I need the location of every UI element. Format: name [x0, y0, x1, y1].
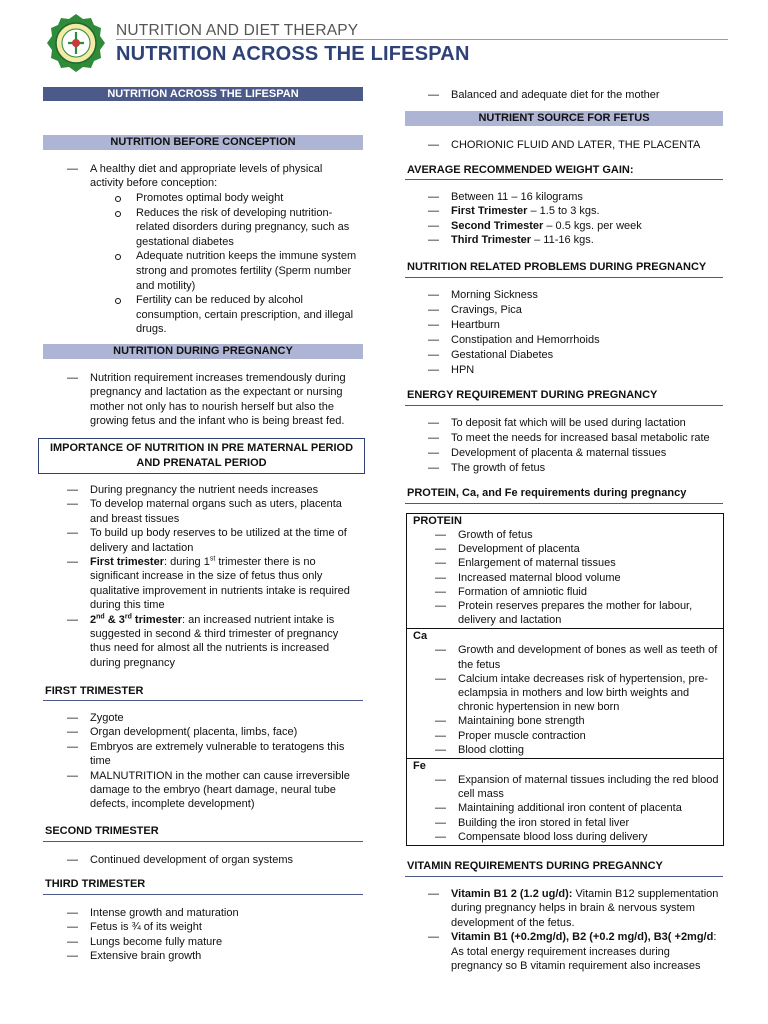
section-nutrient-source-title: NUTRIENT SOURCE FOR FETUS	[405, 111, 723, 126]
list-item	[43, 613, 361, 671]
divider	[43, 841, 363, 842]
second-third-text: : an increased nutrient intake is suggested in second & third trimester of pregnancy thus need for almost all the nutrients is increased during pregnancy	[90, 613, 339, 669]
list-item: — Cravings, Pica	[405, 303, 723, 318]
table-row-protein	[407, 514, 723, 629]
section-before-conception-title: NUTRITION BEFORE CONCEPTION	[43, 135, 363, 150]
list-item: — Continued development of organ systems	[43, 853, 361, 867]
weight-row-value: – 0.5 kgs. per week	[543, 219, 642, 232]
weight-gain-list	[405, 190, 723, 248]
list-item: — Development of placenta	[407, 542, 723, 556]
list-item: — To build up body reserves to be utilized at the time of delivery and lactation	[43, 526, 361, 555]
second-third-num: 2	[90, 613, 97, 626]
list-item: Adequate nutrition keeps the immune system strong and promotes fertility (Sperm number and motility)	[43, 249, 365, 293]
section-during-pregnancy-title: NUTRITION DURING PREGNANCY	[43, 344, 363, 359]
list-item: — Zygote	[43, 711, 361, 725]
divider	[405, 503, 723, 504]
divider	[405, 179, 723, 180]
list-item: — Maintaining bone strength	[407, 714, 723, 728]
during-pregnancy-list	[43, 371, 361, 429]
list-item: — Fetus is ¾ of its weight	[43, 920, 361, 934]
first-trimester-label: First trimester	[90, 556, 164, 569]
second-third-amp: & 3	[104, 613, 125, 626]
list-item: — MALNUTRITION in the mother can cause irreversible damage to the embryo (heart damage, neural tube defects, incomplete development)	[43, 769, 361, 812]
vitamins-heading: VITAMIN REQUIREMENTS DURING PREGANNCY	[407, 860, 663, 872]
protein-list	[407, 528, 723, 627]
problems-list	[405, 288, 723, 379]
list-item: — Intense growth and maturation	[43, 906, 361, 920]
list-item: — HPN	[405, 363, 723, 378]
second-third-sup-a: nd	[96, 613, 105, 620]
banner-main: NUTRITION ACROSS THE LIFESPAN	[43, 87, 363, 101]
first-trimester-list	[43, 711, 361, 812]
list-item: — Enlargement of maternal tissues	[407, 556, 723, 570]
list-item: — Constipation and Hemorrhoids	[405, 333, 723, 348]
school-seal-logo	[46, 13, 106, 73]
weight-row-label: Third Trimester	[451, 234, 532, 247]
list-item: — To develop maternal organs such as uters, placenta and breast tissues	[43, 497, 361, 526]
list-item	[405, 204, 723, 218]
ca-label: Ca	[413, 630, 428, 643]
second-third-label: trimester	[131, 613, 183, 626]
divider	[43, 700, 363, 701]
list-item: — Development of placenta & maternal tissues	[405, 446, 723, 461]
list-item	[43, 555, 361, 613]
table-row-calcium	[407, 629, 723, 759]
header-rule	[116, 39, 728, 40]
problems-heading: NUTRITION RELATED PROBLEMS DURING PREGNANCY	[407, 261, 707, 273]
weight-row-value: – 11-16 kgs.	[531, 234, 594, 247]
first-trimester-heading: FIRST TRIMESTER	[45, 685, 144, 697]
header-title: NUTRITION ACROSS THE LIFESPAN	[116, 43, 470, 65]
list-item: — Balanced and adequate diet for the mother	[405, 88, 723, 102]
fe-label: Fe	[413, 760, 426, 773]
list-item: Fertility can be reduced by alcohol consumption, certain prescription, and illegal drugs.	[43, 293, 365, 337]
list-item: — Compensate blood loss during delivery	[407, 830, 723, 844]
list-item: Promotes optimal body weight	[43, 191, 365, 206]
table-row-iron	[407, 759, 723, 845]
protein-label: PROTEIN	[413, 515, 462, 527]
list-item: — Proper muscle contraction	[407, 729, 723, 743]
importance-list	[43, 483, 361, 670]
first-trimester-text-a: : during 1	[163, 556, 210, 569]
list-item: — Between 11 – 16 kilograms	[405, 190, 723, 204]
list-item: — Calcium intake decreases risk of hypertension, pre-eclampsia in mothers and low birth weights and chronic hypertension in new born	[407, 672, 723, 715]
first-trimester-sup: st	[209, 555, 216, 563]
list-item: — Maintaining additional iron content of placenta	[407, 801, 723, 815]
list-item: — A healthy diet and appropriate levels of physical activity before conception:	[43, 162, 343, 191]
divider	[405, 277, 723, 278]
vitamin-b12-label: Vitamin B1 2 (1.2 ug/d):	[451, 888, 573, 900]
list-item: Reduces the risk of developing nutrition-related disorders during pregnancy, such as gestational diabetes	[43, 206, 365, 250]
section-importance-title: IMPORTANCE OF NUTRITION IN PRE MATERNAL PERIOD AND PRENATAL PERIOD	[38, 438, 365, 474]
weight-row-label: First Trimester	[451, 205, 528, 218]
ca-list	[407, 643, 723, 757]
list-item: — To meet the needs for increased basal metabolic rate	[405, 431, 723, 446]
divider	[405, 876, 723, 877]
list-item: — Formation of amniotic fluid	[407, 585, 723, 599]
energy-list	[405, 416, 723, 476]
fe-list	[407, 773, 723, 844]
list-item: — Blood clotting	[407, 743, 723, 757]
list-item: — During pregnancy the nutrient needs increases	[43, 483, 361, 497]
before-conception-intro-list	[43, 162, 343, 191]
vitamins-list	[405, 887, 723, 973]
weight-gain-heading: AVERAGE RECOMMENDED WEIGHT GAIN:	[407, 164, 634, 176]
before-conception-points	[43, 191, 365, 337]
third-trimester-list	[43, 906, 361, 964]
list-item: — To deposit fat which will be used during lactation	[405, 416, 723, 431]
first-trimester-text-b: trimester there is no significant increase in the size of fetus thus only qualitative improvement in nutrients intake is required during this time	[90, 556, 350, 612]
list-item: — Morning Sickness	[405, 288, 723, 303]
top-list	[405, 88, 723, 102]
list-item: — The growth of fetus	[405, 461, 723, 476]
list-item: — Gestational Diabetes	[405, 348, 723, 363]
weight-row-label: Second Trimester	[451, 219, 544, 232]
list-item: — Extensive brain growth	[43, 949, 361, 963]
requirements-table	[406, 513, 724, 846]
second-trimester-list	[43, 853, 361, 867]
list-item: — Growth of fetus	[407, 528, 723, 542]
list-item: — Building the iron stored in fetal liver	[407, 816, 723, 830]
divider	[43, 894, 363, 895]
nutrient-source-list	[405, 138, 723, 152]
list-item: — Heartburn	[405, 318, 723, 333]
vitamin-b12-text: Vitamin B12 supplementation during pregnancy helps in brain & nervous system development of the fetus.	[451, 888, 719, 929]
weight-row-value: – 1.5 to 3 kgs.	[527, 205, 600, 218]
list-item: — Organ development( placenta, limbs, face)	[43, 725, 361, 739]
energy-heading: ENERGY REQUIREMENT DURING PREGNANCY	[407, 389, 658, 401]
vitamin-b-label: Vitamin B1 (+0.2mg/d), B2 (+0.2 mg/d), B3( +2mg/d	[451, 931, 714, 944]
second-third-sup-b: rd	[124, 613, 132, 620]
list-item: — Embryos are extremely vulnerable to teratogens this time	[43, 740, 361, 769]
list-item: — Lungs become fully mature	[43, 935, 361, 949]
vitamin-b-text: : As total energy requirement increases during pregnancy so B vitamin requirement also increases	[451, 931, 717, 973]
list-item: — Nutrition requirement increases tremendously during pregnancy and lactation as the expectant or nursing mother not only has to nourish herself but also the growing fetus and the infant who is being breast fed.	[43, 371, 361, 429]
list-item: — Protein reserves prepares the mother for labour, delivery and lactation	[407, 599, 723, 627]
divider	[405, 405, 723, 406]
list-item	[405, 219, 723, 233]
list-item: — CHORIONIC FLUID AND LATER, THE PLACENTA	[405, 138, 723, 152]
second-trimester-heading: SECOND TRIMESTER	[45, 825, 159, 837]
pcf-heading: PROTEIN, Ca, and Fe requirements during pregnancy	[407, 487, 687, 499]
list-item: — Increased maternal blood volume	[407, 571, 723, 585]
third-trimester-heading: THIRD TRIMESTER	[45, 878, 146, 890]
list-item	[405, 887, 723, 930]
list-item	[405, 930, 723, 973]
list-item: — Growth and development of bones as well as teeth of the fetus	[407, 643, 723, 671]
list-item: — Expansion of maternal tissues including the red blood cell mass	[407, 773, 723, 801]
list-item	[405, 233, 723, 247]
header-subtitle: NUTRITION AND DIET THERAPY	[116, 22, 359, 39]
